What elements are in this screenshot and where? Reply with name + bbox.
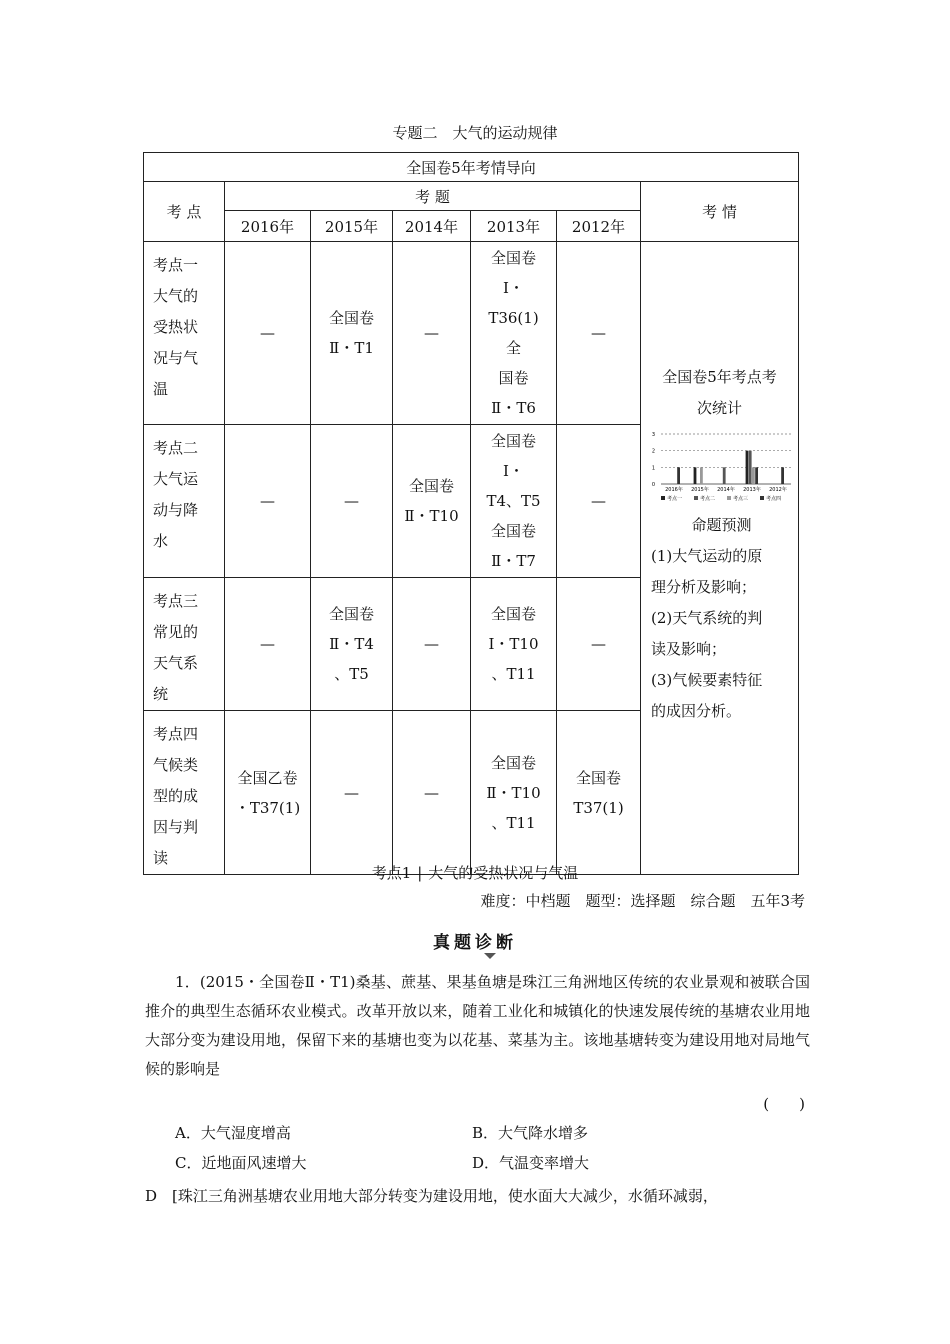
exam-cell bbox=[471, 578, 557, 711]
prediction-line: 读及影响； bbox=[651, 640, 727, 658]
exam-cell-line: 、T5 bbox=[334, 665, 369, 683]
legend-swatch bbox=[661, 496, 665, 500]
topic-line: 受热状 bbox=[153, 318, 199, 336]
year-header: 2014年 bbox=[393, 211, 471, 242]
x-tick-label: 2013年 bbox=[743, 487, 761, 493]
col-situation-header: 考 情 bbox=[641, 182, 799, 242]
exam-cell bbox=[471, 711, 557, 875]
exam-cell-line: Ⅰ・ bbox=[503, 462, 524, 480]
exam-cell-line: 全国卷 bbox=[328, 605, 374, 623]
topic-cell bbox=[144, 425, 225, 578]
col-exam-header: 考 题 bbox=[225, 182, 641, 211]
bar-考点四 bbox=[677, 467, 680, 484]
topic-line: 动与降 bbox=[153, 501, 199, 519]
exam-cell-line: 、T11 bbox=[491, 665, 536, 683]
topic-cell bbox=[144, 242, 225, 425]
exam-cell-line: — bbox=[344, 492, 359, 510]
exam-cell-line: — bbox=[344, 783, 359, 802]
exam-cell-line: — bbox=[591, 635, 606, 653]
exam-cell-line: Ⅱ・T7 bbox=[491, 552, 536, 570]
topic-cell bbox=[144, 711, 225, 875]
stat-title-line: 次统计 bbox=[696, 399, 742, 417]
exam-cell-line: 全国卷 bbox=[490, 522, 536, 540]
option-d: D．气温变率增大 bbox=[472, 1154, 590, 1172]
topic-line: 常见的 bbox=[153, 623, 199, 641]
banner-heading: 真题诊断 bbox=[433, 933, 517, 953]
exam-cell-line: Ⅱ・T10 bbox=[404, 507, 459, 525]
exam-cell-line: 全国卷 bbox=[575, 768, 621, 787]
bar-考点四 bbox=[781, 467, 784, 484]
exam-cell-line: Ⅰ・T10 bbox=[488, 635, 539, 653]
legend-swatch bbox=[694, 496, 698, 500]
exam-cell-line: — bbox=[424, 324, 439, 342]
exam-cell-line: 、T11 bbox=[491, 813, 536, 832]
exam-cell-line: — bbox=[591, 492, 606, 510]
stat-chart bbox=[647, 430, 795, 514]
exam-cell bbox=[311, 242, 393, 425]
exam-cell-line: Ⅱ・T1 bbox=[329, 339, 374, 357]
exam-cell-line: T37(1) bbox=[573, 798, 624, 817]
section-title: 大气的受热状况与气温 bbox=[428, 864, 579, 882]
prediction-title: 命题预测 bbox=[691, 516, 752, 534]
exam-cell-line: — bbox=[424, 783, 439, 802]
exam-cell-line: — bbox=[260, 635, 275, 653]
topic-line: 水 bbox=[153, 532, 169, 550]
y-tick-label: 2 bbox=[651, 448, 655, 455]
option-b: B．大气降水增多 bbox=[472, 1124, 589, 1142]
prediction-line: 理分析及影响； bbox=[651, 578, 757, 596]
topic-line: 因与判 bbox=[153, 818, 199, 836]
x-tick-label: 2012年 bbox=[769, 487, 787, 493]
exam-cell bbox=[311, 578, 393, 711]
x-tick-label: 2015年 bbox=[691, 487, 709, 493]
section-heading: 考点1 | 大气的受热状况与气温 bbox=[371, 864, 579, 882]
topic-line: 考点三 bbox=[153, 592, 199, 610]
y-tick-label: 0 bbox=[651, 482, 655, 488]
prediction-line: (3)气候要素特征 bbox=[651, 671, 763, 689]
exam-cell-line: 全国卷 bbox=[328, 309, 374, 327]
legend-label: 考点二 bbox=[700, 496, 716, 502]
exam-cell bbox=[471, 425, 557, 578]
difficulty-meta: 难度：中档题 题型：选择题 综合题 五年3考 bbox=[480, 892, 805, 910]
topic-line: 考点二 bbox=[153, 439, 199, 457]
prediction-line: 的成因分析。 bbox=[651, 702, 742, 720]
exam-cell-line: T4、T5 bbox=[486, 492, 541, 510]
stat-title-line: 全国卷5年考点考 bbox=[662, 368, 777, 386]
exam-cell bbox=[557, 711, 641, 875]
topic-line: 考点四 bbox=[153, 725, 199, 743]
prediction-line: (2)天气系统的判 bbox=[651, 609, 763, 627]
y-tick-label: 1 bbox=[651, 465, 655, 472]
exam-cell-line: 全国卷 bbox=[490, 753, 536, 772]
exam-cell-line: 全国卷 bbox=[490, 249, 536, 267]
exam-overview-table bbox=[143, 152, 799, 875]
topic-line: 气候类 bbox=[153, 756, 199, 774]
exam-cell bbox=[225, 711, 311, 875]
exam-cell bbox=[557, 578, 641, 711]
exam-cell-line: — bbox=[591, 324, 606, 342]
exam-cell-line: 全国卷 bbox=[408, 477, 454, 495]
exam-cell-line: Ⅱ・T4 bbox=[329, 635, 374, 653]
situation-cell bbox=[641, 242, 799, 875]
exam-cell bbox=[225, 425, 311, 578]
exam-cell bbox=[393, 711, 471, 875]
exam-cell-line: — bbox=[260, 492, 275, 510]
topic-line: 大气运 bbox=[153, 470, 199, 488]
option-c: C．近地面风速增大 bbox=[175, 1154, 307, 1172]
legend-label: 考点四 bbox=[766, 496, 782, 502]
banner-triangle-icon bbox=[484, 953, 496, 959]
exam-cell-line: 全 bbox=[505, 339, 521, 357]
exam-cell-line: T36(1) bbox=[488, 309, 539, 327]
prediction-block bbox=[651, 510, 792, 727]
exam-cell-line: 全国卷 bbox=[490, 432, 536, 450]
answer-blank: ( ) bbox=[763, 1095, 805, 1113]
legend-label: 考点一 bbox=[667, 496, 683, 502]
topic-line: 大气的 bbox=[153, 287, 199, 305]
legend-swatch bbox=[727, 496, 731, 500]
exam-cell bbox=[393, 425, 471, 578]
exam-cell-line: 全国卷 bbox=[490, 605, 536, 623]
section-label: 考点1 bbox=[371, 864, 412, 882]
topic-line: 况与气 bbox=[153, 349, 199, 367]
bar-考点四 bbox=[755, 467, 758, 484]
exam-cell bbox=[393, 242, 471, 425]
exam-cell-line: Ⅱ・T10 bbox=[486, 783, 541, 802]
legend-label: 考点三 bbox=[733, 496, 749, 502]
exam-cell-line: Ⅰ・ bbox=[503, 279, 524, 297]
exam-cell bbox=[471, 242, 557, 425]
prediction-line: (1)大气运动的原 bbox=[651, 547, 763, 565]
bar-考点一 bbox=[746, 451, 749, 484]
topic-line: 读 bbox=[153, 849, 169, 867]
exam-cell bbox=[225, 242, 311, 425]
year-header: 2013年 bbox=[471, 211, 557, 242]
exam-cell bbox=[557, 242, 641, 425]
option-a: A．大气湿度增高 bbox=[175, 1124, 291, 1142]
topic-line: 考点一 bbox=[153, 256, 199, 274]
topic-cell bbox=[144, 578, 225, 711]
bar-考点二 bbox=[723, 467, 726, 484]
table-caption: 全国卷5年考情导向 bbox=[144, 153, 799, 182]
exam-cell bbox=[311, 711, 393, 875]
exam-cell-line: 国卷 bbox=[498, 369, 529, 387]
col-topic-header: 考 点 bbox=[144, 182, 225, 242]
answer-explanation: D [珠江三角洲基塘农业用地大部分转变为建设用地，使水面大大减少，水循环减弱， bbox=[145, 1187, 718, 1205]
bar-考点一 bbox=[694, 467, 697, 484]
exam-cell bbox=[557, 425, 641, 578]
exam-cell bbox=[311, 425, 393, 578]
stat-chart-svg bbox=[647, 430, 795, 510]
exam-cell-line: — bbox=[424, 635, 439, 653]
topic-line: 型的成 bbox=[153, 787, 199, 805]
y-tick-label: 3 bbox=[651, 432, 655, 438]
exam-cell-line: 全国乙卷 bbox=[237, 768, 298, 787]
page-title: 专题二 大气的运动规律 bbox=[392, 124, 558, 142]
question-text: 1．(2015・全国卷Ⅱ・T1)桑基、蔗基、果基鱼塘是珠江三角洲地区传统的农业景观和被联合国推介的典型生态循环农业模式。改革开放以来，随着工业化和城镇化的快速发展传统的基塘农业用地大部分变为建设用地，保留下来的基塘也变为以花基、菜基为主。该地基塘转变为建设用地对局地气候的影响是 bbox=[145, 973, 810, 1078]
x-tick-label: 2016年 bbox=[665, 487, 683, 493]
exam-cell-line: ・T37(1) bbox=[234, 798, 301, 817]
year-header: 2015年 bbox=[311, 211, 393, 242]
exam-cell bbox=[393, 578, 471, 711]
year-header: 2012年 bbox=[557, 211, 641, 242]
exam-cell bbox=[225, 578, 311, 711]
x-tick-label: 2014年 bbox=[717, 487, 735, 493]
exam-cell-line: — bbox=[260, 324, 275, 342]
topic-line: 温 bbox=[153, 380, 169, 398]
exam-cell-line: Ⅱ・T6 bbox=[491, 399, 536, 417]
stat-title bbox=[641, 362, 798, 424]
legend-swatch bbox=[760, 496, 764, 500]
topic-line: 统 bbox=[153, 685, 169, 703]
bar-考点三 bbox=[752, 467, 755, 484]
topic-line: 天气系 bbox=[153, 654, 199, 672]
bar-考点二 bbox=[749, 451, 752, 484]
year-header: 2016年 bbox=[225, 211, 311, 242]
bar-考点三 bbox=[700, 467, 703, 484]
